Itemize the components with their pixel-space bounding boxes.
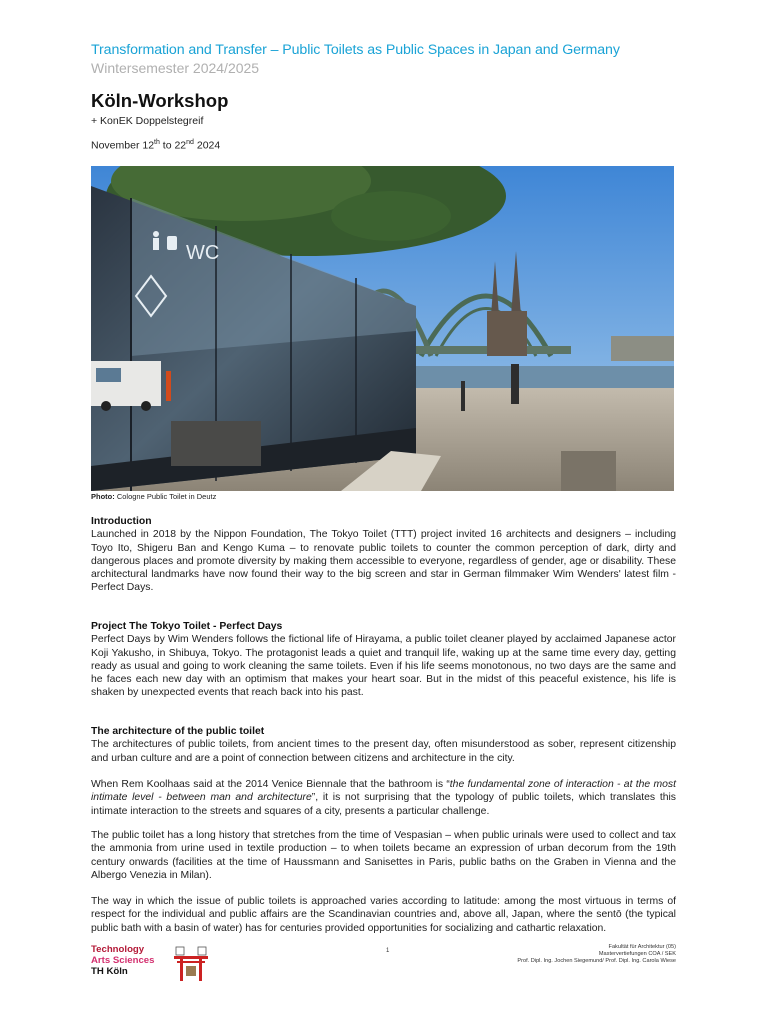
doc-subtitle: + KonEK Doppelstegreif bbox=[91, 115, 204, 127]
footer-institution bbox=[517, 944, 676, 966]
photo-wc-sign: WC bbox=[186, 242, 220, 264]
dates-end-sup: nd bbox=[186, 139, 194, 146]
section-perfect-days bbox=[91, 620, 676, 700]
dates-prefix: November 12 bbox=[91, 139, 155, 152]
seal-logo bbox=[172, 943, 210, 983]
section-introduction bbox=[91, 515, 676, 595]
photo-caption bbox=[91, 492, 216, 501]
logo-line-technology: Technology bbox=[91, 944, 145, 955]
doc-dates bbox=[91, 139, 220, 152]
latitude-paragraph: The way in which the issue of public toilets is approached varies according to latitude: among the most virtuous in terms of respect for the individual and public affairs are the Scandinavian countries and, above all, Japan, where the sentō (the typical public bath with a basin of water) has for centuries provided opportunities for socializing and cathartic relaxation. bbox=[91, 896, 676, 934]
footer-program: Mastervertiefungen COA / SEK bbox=[598, 951, 676, 958]
dates-start-sup: th bbox=[154, 139, 160, 146]
paragraph: Perfect Days by Wim Wenders follows the fictional life of Hirayama, a public toilet cleaner played by acclaimed Japanese actor Koji Yakusho, in Shibuya, Tokyo. The protagonist leads a quiet and tranquil life, waking up at the same time every day, getting ready as usual and going to work cleaning the same toilets. Even if his life seems monotonous, no two days are the same and he faces each new day with an optimism that makes your heart soar. But in the midst of this peaceful existence, his life is shaken by unexpected events that reach back into his past. bbox=[91, 634, 676, 699]
footer-professors: Prof. Dipl. Ing. Jochen Siegemund/ Prof. Dipl. Ing. Carola Wiese bbox=[517, 958, 676, 965]
caption-text: Cologne Public Toilet in Deutz bbox=[114, 492, 217, 501]
section-title: Project The Tokyo Toilet - Perfect Days bbox=[91, 621, 283, 632]
koolhaas-quote: the fundamental zone of interaction - at the most intimate level - between man and architecture bbox=[91, 779, 677, 804]
header-semester: Wintersemester 2024/2025 bbox=[91, 60, 260, 76]
header-title: Transformation and Transfer – Public Toilets as Public Spaces in Japan and Germany bbox=[91, 42, 620, 58]
koolhaas-paragraph bbox=[91, 778, 676, 818]
logo-line-arts-sciences: Arts Sciences bbox=[91, 955, 155, 966]
koolhaas-after: ”, it is not surprising that the typology of public toilets, which translates this intimate interaction to the streets and squares of a city, presents a particular challenge. bbox=[91, 792, 676, 817]
photo-cologne-toilet bbox=[91, 166, 674, 491]
koolhaas-before: When Rem Koolhaas said at the 2014 Venice Biennale that the bathroom is “ bbox=[91, 779, 450, 790]
footer-faculty: Fakultät für Architektur (05) bbox=[608, 944, 676, 950]
th-koeln-logo bbox=[91, 944, 154, 977]
dates-suffix: 2024 bbox=[193, 139, 221, 152]
section-title: The architecture of the public toilet bbox=[91, 726, 265, 737]
caption-label: Photo: bbox=[91, 492, 115, 501]
dates-middle: to 22 bbox=[159, 139, 187, 152]
paragraph: The architectures of public toilets, from ancient times to the present day, often misunderstood as sober, represent citizenship and urban culture and are a point of connection between citizens and architecture in the city. bbox=[91, 739, 676, 764]
section-title: Introduction bbox=[91, 516, 152, 527]
doc-title: Köln-Workshop bbox=[91, 90, 229, 111]
paragraph: Launched in 2018 by the Nippon Foundation, The Tokyo Toilet (TTT) project invited 16 architects and designers – including Toyo Ito, Shigeru Ban and Kengo Kuma – to renovate public toilets to counter the common perception of dark, dirty and dangerous places and promote diversity by making them accessible to everyone, regardless of gender, age or disability. These architectural landmarks have now found their way to the big screen and star in German filmmaker Wim Wenders' latest film - Perfect Days. bbox=[91, 529, 676, 594]
logo-line-th-koeln: TH Köln bbox=[91, 966, 128, 977]
section-architecture bbox=[91, 725, 676, 765]
page-number: 1 bbox=[386, 948, 390, 954]
history-paragraph: The public toilet has a long history that stretches from the time of Vespasian – when public urinals were used to collect and tax the ammonia from urine used in textile production – to when toilets became an expression of urban decorum from the 19th century onwards (facilities at the time of Haussmann and Sanisettes in Paris, public baths on the Graben in Vienna and the Albergo Venezia in Milan). bbox=[91, 830, 676, 881]
